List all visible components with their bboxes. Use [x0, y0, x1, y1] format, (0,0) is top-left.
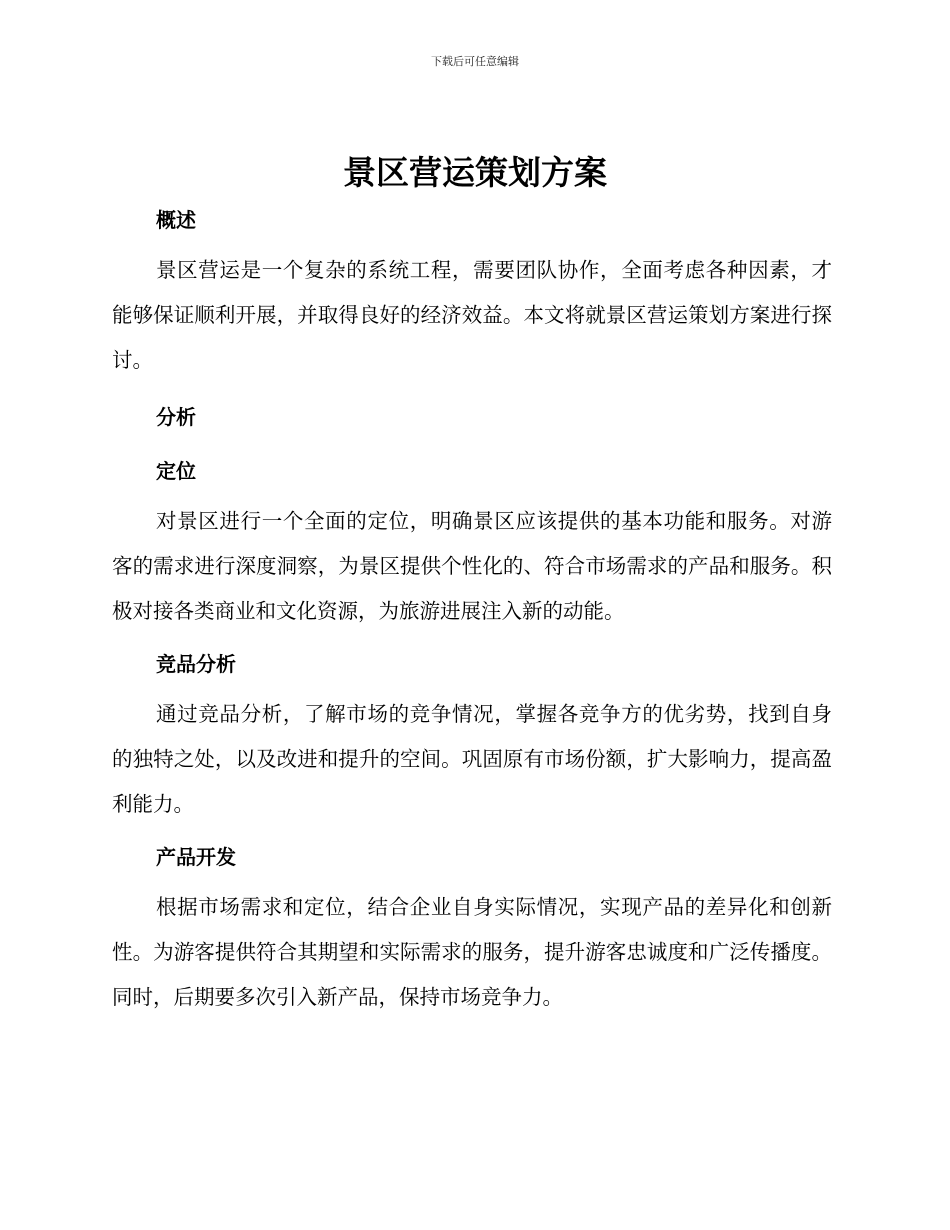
page-header-note: 下载后可任意编辑 [431, 55, 519, 68]
section-heading-overview: 概述 [156, 208, 196, 232]
section-heading-analysis: 分析 [156, 405, 196, 429]
document-body [112, 200, 832, 1020]
paragraph-overview: 景区营运是一个复杂的系统工程，需要团队协作，全面考虑各种因素，才能够保证顺利开展，并取得良好的经济效益。本文将就景区营运策划方案进行探讨。 [112, 258, 832, 372]
paragraph-competitor-analysis: 通过竞品分析，了解市场的竞争情况，掌握各竞争方的优劣势，找到自身的独特之处，以及改进和提升的空间。巩固原有市场份额，扩大影响力，提高盈利能力。 [112, 702, 832, 816]
section-heading-positioning: 定位 [156, 459, 196, 483]
paragraph-product-development: 根据市场需求和定位，结合企业自身实际情况，实现产品的差异化和创新性。为游客提供符合其期望和实际需求的服务，提升游客忠诚度和广泛传播度。同时，后期要多次引入新产品，保持市场竞争力。 [112, 895, 832, 1009]
section-heading-competitor-analysis: 竞品分析 [156, 652, 236, 676]
section-heading-product-development: 产品开发 [156, 845, 236, 869]
document-title: 景区营运策划方案 [343, 153, 607, 192]
paragraph-positioning: 对景区进行一个全面的定位，明确景区应该提供的基本功能和服务。对游客的需求进行深度洞察，为景区提供个性化的、符合市场需求的产品和服务。积极对接各类商业和文化资源，为旅游进展注入新的动能。 [112, 509, 832, 623]
